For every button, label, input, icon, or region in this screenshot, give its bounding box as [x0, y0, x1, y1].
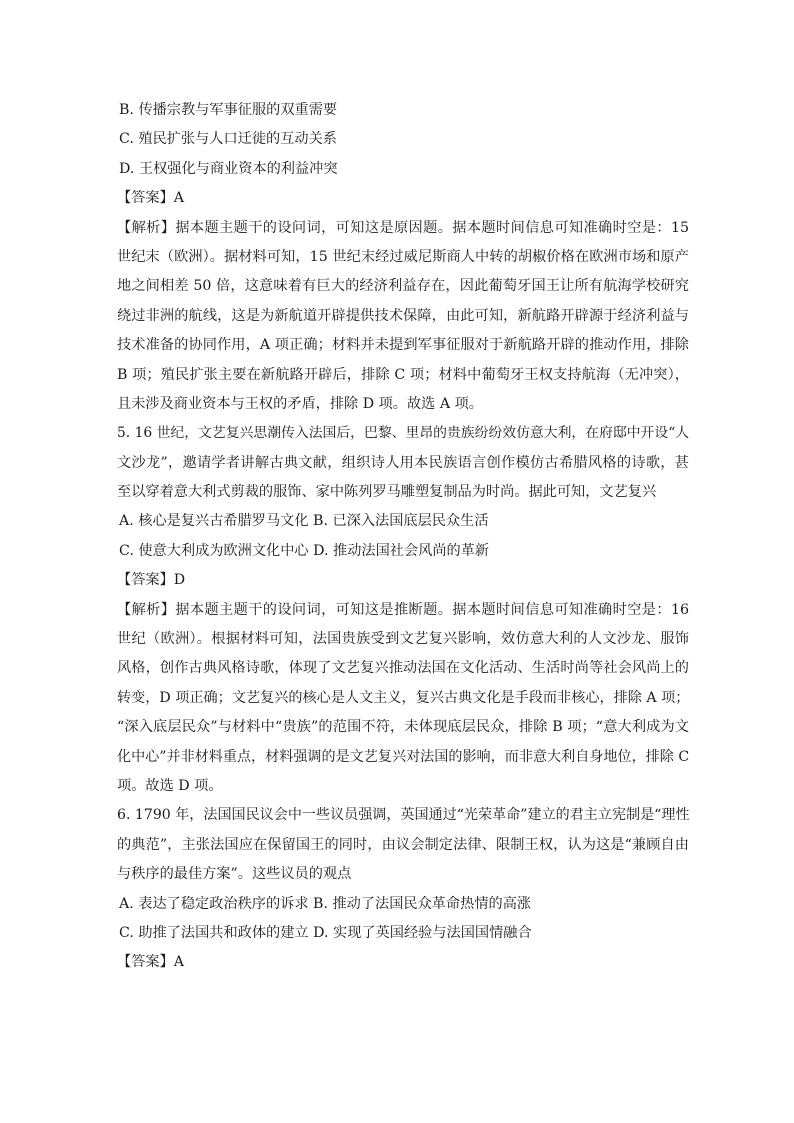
q4-analysis-line: 【解析】据本题主题干的设问词，可知这是原因题。据本题时间信息可知准确时空是：15 — [117, 219, 689, 236]
q6-stem — [117, 801, 689, 889]
q5-stem — [117, 419, 689, 507]
q5-analysis-line: 风格，创作古典风格诗歌，体现了文艺复兴推动法国在文化活动、生活时尚等社会风尚上的 — [117, 660, 689, 677]
q4-analysis-line: 技术准备的协同作用，A 项正确；材料并未提到军事征服对于新航路开辟的推动作用，排除 — [117, 337, 689, 354]
q5-options-ab: A. 核心是复兴古希腊罗马文化 B. 已深入法国底层民众生活 — [119, 513, 489, 530]
q6-answer: 【答案】A — [117, 954, 184, 971]
q5-analysis-line: 转变，D 项正确；文艺复兴的核心是人文主义，复兴古典文化是手段而非核心，排除 A 项； — [117, 689, 690, 706]
q4-analysis-line: 且未涉及商业资本与王权的矛盾，排除 D 项。故选 A 项。 — [117, 395, 483, 412]
q5-analysis-line: 世纪（欧洲）。根据材料可知，法国贵族受到文艺复兴影响，效仿意大利的人文沙龙、服饰 — [117, 631, 689, 648]
q5-options-cd: C. 使意大利成为欧洲文化中心 D. 推动法国社会风尚的革新 — [119, 542, 490, 559]
q4-analysis — [117, 214, 689, 420]
q5-analysis-line: 【解析】据本题主题干的设问词，可知这是推断题。据本题时间信息可知准确时空是：16 — [117, 601, 689, 618]
q4-option-d: D. 王权强化与商业资本的利益冲突 — [119, 160, 338, 177]
q6-stem-line: 6. 1790 年，法国国民议会中一些议员强调，英国通过“光荣革命”建立的君主立宪制是“理性 — [117, 807, 690, 824]
q4-analysis-line: B 项；殖民扩张主要在新航路开辟后，排除 C 项；材料中葡萄牙王权支持航海（无冲突）， — [117, 366, 689, 383]
q5-stem-line: 文沙龙”，邀请学者讲解古典文献，组织诗人用本民族语言创作模仿古希腊风格的诗歌，甚 — [117, 454, 689, 471]
q4-analysis-line: 绕过非洲的航线，这是为新航道开辟提供技术保障，由此可知，新航路开辟源于经济利益与 — [117, 307, 689, 324]
q5-analysis-line: “深入底层民众”与材料中“贵族”的范围不符，未体现底层民众，排除 B 项；“意大利成为文 — [117, 719, 689, 736]
q5-analysis — [117, 596, 689, 802]
q6-stem-line: 的典范”，主张法国应在保留国王的同时，由议会制定法律、限制王权，认为这是“兼顾自由 — [117, 836, 689, 853]
q4-answer: 【答案】A — [117, 190, 184, 207]
q4-analysis-line: 地之间相差 50 倍，这意味着有巨大的经济利益存在，因此葡萄牙国王让所有航海学校研究 — [117, 278, 689, 295]
q5-answer: 【答案】D — [117, 572, 186, 589]
q6-stem-line: 与秩序的最佳方案”。这些议员的观点 — [117, 866, 352, 883]
q5-stem-line: 5. 16 世纪，文艺复兴思潮传入法国后，巴黎、里昂的贵族纷纷效仿意大利，在府邸中开设“人 — [117, 425, 690, 442]
q5-stem-line: 至以穿着意大利式剪裁的服饰、家中陈列罗马雕塑复制品为时尚。据此可知，文艺复兴 — [117, 484, 657, 501]
q4-analysis-line: 世纪末（欧洲）。据材料可知，15 世纪末经过威尼斯商人中转的胡椒价格在欧洲市场和原产 — [117, 248, 689, 265]
q4-option-b: B. 传播宗教与军事征服的双重需要 — [119, 102, 338, 118]
document-page — [117, 96, 689, 978]
q5-analysis-line: 化中心”并非材料重点，材料强调的是文艺复兴对法国的影响，而非意大利自身地位，排除 C — [117, 748, 690, 765]
q4-option-c: C. 殖民扩张与人口迁徙的互动关系 — [119, 131, 337, 148]
q6-options-ab: A. 表达了稳定政治秩序的诉求 B. 推动了法国民众革命热情的高涨 — [119, 895, 532, 912]
q5-analysis-line: 项。故选 D 项。 — [117, 777, 223, 794]
q6-options-cd: C. 助推了法国共和政体的建立 D. 实现了英国经验与法国国情融合 — [119, 924, 532, 941]
